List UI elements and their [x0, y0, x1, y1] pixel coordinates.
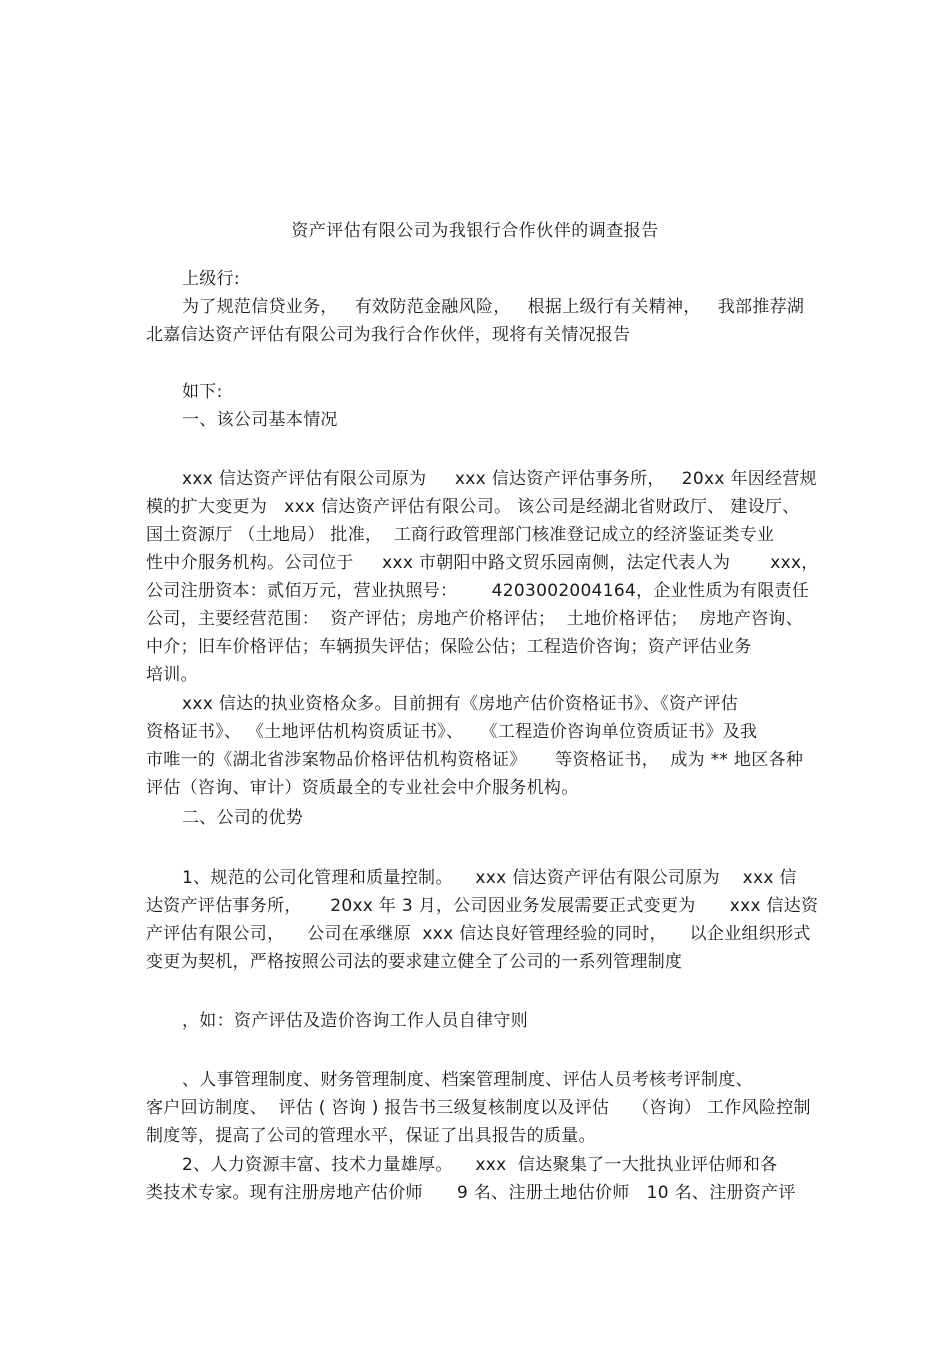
paragraph-line: xxx 信达资产评估有限公司原为 xxx 信达资产评估事务所， 20xx 年因经营规	[182, 469, 817, 489]
paragraph-line: 公司，主要经营范围： 资产评估；房地产价格评估； 土地价格评估； 房地产咨询、	[146, 609, 804, 629]
paragraph-line: 、人事管理制度、财务管理制度、档案管理制度、评估人员考核考评制度、	[182, 1070, 753, 1090]
paragraph-line: 类技术专家。现有注册房地产估价师 9 名、注册土地估价师 10 名、注册资产评	[146, 1183, 796, 1203]
salutation: 上级行:	[182, 269, 240, 289]
paragraph-line: 达资产评估事务所， 20xx 年 3 月，公司因业务发展需要正式变更为 xxx 信达资	[146, 896, 819, 916]
paragraph-line: 国土资源厅 （土地局） 批准， 工商行政管理部门核准登记成立的经济鉴证类专业	[146, 525, 775, 545]
paragraph-line: 模的扩大变更为 xxx 信达资产评估有限公司。 该公司是经湖北省财政厅、 建设厅、	[146, 497, 800, 517]
paragraph-line: 性中介服务机构。公司位于 xxx 市朝阳中路文贸乐园南侧，法定代表人为 xxx，	[146, 553, 819, 573]
section-heading: 一、该公司基本情况	[182, 410, 338, 430]
paragraph-line: 培训。	[146, 665, 198, 685]
paragraph-line: 产评估有限公司， 公司在承继原 xxx 信达良好管理经验的同时， 以企业组织形式	[146, 924, 811, 944]
document-title: 资产评估有限公司为我银行合作伙伴的调查报告	[291, 221, 659, 241]
paragraph-line: 为了规范信贷业务， 有效防范金融风险， 根据上级行有关精神， 我部推荐湖	[182, 297, 805, 317]
section-heading: 二、公司的优势	[182, 808, 304, 828]
paragraph-line: 如下:	[182, 382, 223, 402]
paragraph-line: 客户回访制度、 评估 ( 咨询 ) 报告书三级复核制度以及评估 （咨询） 工作风险控制	[146, 1098, 811, 1118]
paragraph-line: 中介；旧车价格评估；车辆损失评估；保险公估；工程造价咨询；资产评估业务	[146, 637, 752, 657]
paragraph-line: 公司注册资本：贰佰万元，营业执照号： 4203002004164，企业性质为有限责任	[146, 581, 810, 601]
paragraph-line: 1、规范的公司化管理和质量控制。 xxx 信达资产评估有限公司原为 xxx 信	[182, 868, 797, 888]
paragraph-line: 制度等，提高了公司的管理水平，保证了出具报告的质量。	[146, 1126, 596, 1146]
paragraph-line: 北嘉信达资产评估有限公司为我行合作伙伴，现将有关情况报告	[146, 325, 631, 345]
paragraph-line: 2、人力资源丰富、技术力量雄厚。 xxx 信达聚集了一大批执业评估师和各	[182, 1155, 778, 1175]
paragraph-line: ，如：资产评估及造价咨询工作人员自律守则	[182, 1011, 528, 1031]
paragraph-line: 市唯一的《湖北省涉案物品价格评估机构资格证》 等资格证书， 成为 ** 地区各种	[146, 750, 804, 770]
paragraph-line: 变更为契机，严格按照公司法的要求建立健全了公司的一系列管理制度	[146, 952, 683, 972]
paragraph-line: 资格证书》、 《土地评估机构资质证书》、 《工程造价咨询单位资质证书》及我	[146, 722, 758, 742]
paragraph-line: xxx 信达的执业资格众多。目前拥有《房地产估价资格证书》、《资产评估	[182, 694, 739, 714]
paragraph-line: 评估（咨询、审计）资质最全的专业社会中介服务机构。	[146, 778, 579, 798]
